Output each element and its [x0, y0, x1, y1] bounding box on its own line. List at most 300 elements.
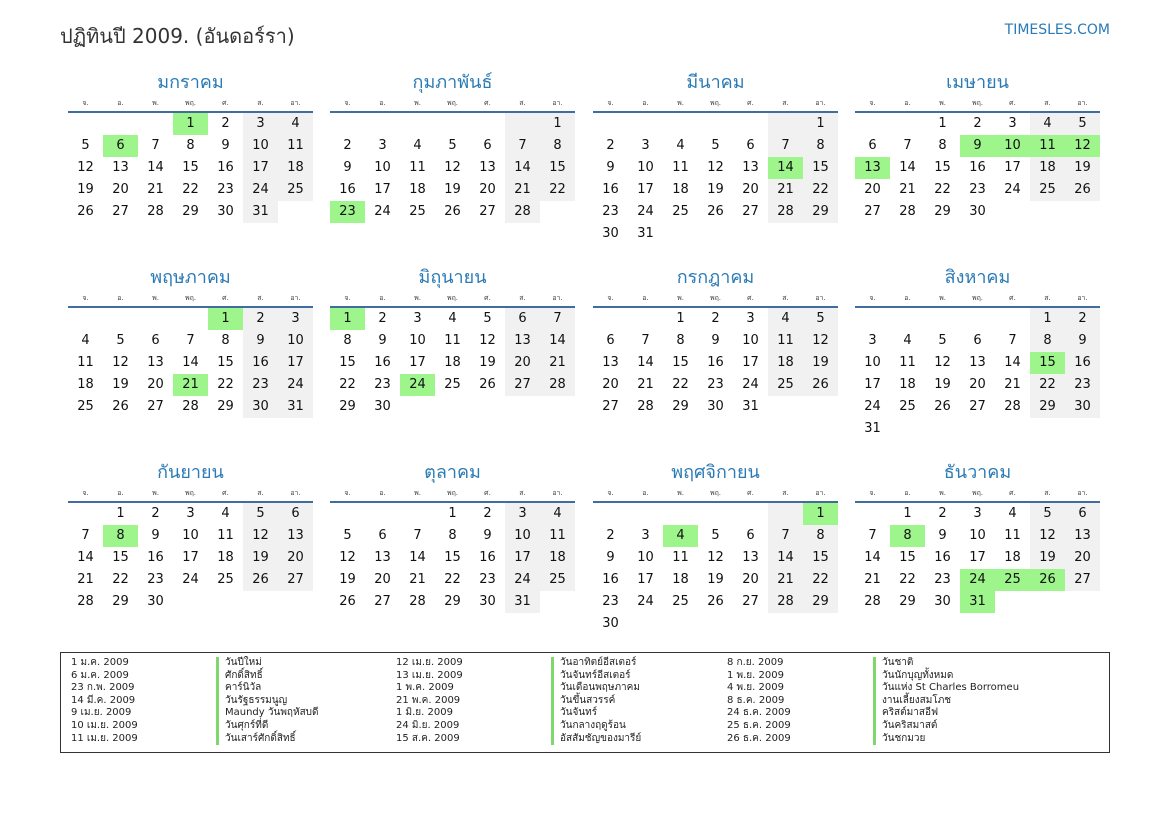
day-cell[interactable]: 21	[864, 572, 881, 587]
day-cell[interactable]: 19	[77, 182, 94, 197]
day-cell[interactable]: 9	[343, 160, 352, 175]
day-cell[interactable]: 26	[339, 594, 356, 609]
day-cell[interactable]: 2	[711, 311, 720, 326]
day-cell[interactable]: 7	[540, 308, 575, 330]
day-cell[interactable]: 6	[868, 138, 877, 153]
day-cell[interactable]: 8	[803, 135, 838, 157]
day-cell[interactable]: 13	[147, 355, 164, 370]
day-cell[interactable]: 11	[444, 333, 461, 348]
day-cell[interactable]: 26	[444, 204, 461, 219]
day-cell[interactable]: 18	[672, 572, 689, 587]
day-cell[interactable]: 3	[413, 311, 422, 326]
day-cell[interactable]: 25	[77, 399, 94, 414]
day-cell[interactable]: 18	[217, 550, 234, 565]
day-cell[interactable]: 24	[864, 399, 881, 414]
day-cell[interactable]: 1	[540, 113, 575, 135]
day-cell[interactable]: 1	[173, 113, 208, 135]
day-cell[interactable]: 23	[330, 201, 365, 223]
day-cell[interactable]: 29	[339, 399, 356, 414]
day-cell[interactable]: 21	[540, 352, 575, 374]
day-cell[interactable]: 28	[1004, 399, 1021, 414]
day-cell[interactable]: 29	[1030, 396, 1065, 418]
day-cell[interactable]: 17	[374, 182, 391, 197]
day-cell[interactable]: 19	[444, 182, 461, 197]
day-cell[interactable]: 10	[995, 135, 1030, 157]
day-cell[interactable]: 5	[711, 138, 720, 153]
day-cell[interactable]: 18	[540, 547, 575, 569]
day-cell[interactable]: 18	[77, 377, 94, 392]
day-cell[interactable]: 19	[479, 355, 496, 370]
day-cell[interactable]: 19	[707, 182, 724, 197]
day-cell[interactable]: 28	[864, 594, 881, 609]
day-cell[interactable]: 11	[540, 525, 575, 547]
day-cell[interactable]: 14	[409, 550, 426, 565]
day-cell[interactable]: 24	[400, 374, 435, 396]
day-cell[interactable]: 7	[903, 138, 912, 153]
day-cell[interactable]: 22	[934, 182, 951, 197]
day-cell[interactable]: 15	[182, 160, 199, 175]
day-cell[interactable]: 20	[112, 182, 129, 197]
day-cell[interactable]: 10	[278, 330, 313, 352]
day-cell[interactable]: 14	[899, 160, 916, 175]
day-cell[interactable]: 23	[243, 374, 278, 396]
day-cell[interactable]: 20	[278, 547, 313, 569]
day-cell[interactable]: 29	[803, 591, 838, 613]
day-cell[interactable]: 16	[934, 550, 951, 565]
day-cell[interactable]: 7	[413, 528, 422, 543]
day-cell[interactable]: 13	[742, 550, 759, 565]
day-cell[interactable]: 25	[278, 179, 313, 201]
day-cell[interactable]: 10	[182, 528, 199, 543]
day-cell[interactable]: 23	[602, 594, 619, 609]
day-cell[interactable]: 24	[637, 594, 654, 609]
day-cell[interactable]: 20	[374, 572, 391, 587]
day-cell[interactable]: 13	[112, 160, 129, 175]
day-cell[interactable]: 21	[77, 572, 94, 587]
day-cell[interactable]: 27	[742, 594, 759, 609]
day-cell[interactable]: 28	[505, 201, 540, 223]
day-cell[interactable]: 10	[864, 355, 881, 370]
day-cell[interactable]: 10	[409, 333, 426, 348]
day-cell[interactable]: 16	[707, 355, 724, 370]
day-cell[interactable]: 29	[899, 594, 916, 609]
day-cell[interactable]: 3	[868, 333, 877, 348]
day-cell[interactable]: 16	[479, 550, 496, 565]
day-cell[interactable]: 7	[186, 333, 195, 348]
day-cell[interactable]: 11	[77, 355, 94, 370]
day-cell[interactable]: 21	[173, 374, 208, 396]
day-cell[interactable]: 7	[1008, 333, 1017, 348]
day-cell[interactable]: 31	[278, 396, 313, 418]
day-cell[interactable]: 18	[899, 377, 916, 392]
day-cell[interactable]: 28	[77, 594, 94, 609]
day-cell[interactable]: 27	[602, 399, 619, 414]
day-cell[interactable]: 5	[448, 138, 457, 153]
day-cell[interactable]: 9	[1065, 330, 1100, 352]
day-cell[interactable]: 3	[1008, 116, 1017, 131]
day-cell[interactable]: 26	[77, 204, 94, 219]
day-cell[interactable]: 15	[339, 355, 356, 370]
day-cell[interactable]: 8	[938, 138, 947, 153]
day-cell[interactable]: 16	[374, 355, 391, 370]
day-cell[interactable]: 25	[768, 374, 803, 396]
day-cell[interactable]: 17	[742, 355, 759, 370]
day-cell[interactable]: 14	[768, 157, 803, 179]
day-cell[interactable]: 3	[505, 503, 540, 525]
day-cell[interactable]: 17	[409, 355, 426, 370]
day-cell[interactable]: 8	[676, 333, 685, 348]
day-cell[interactable]: 11	[278, 135, 313, 157]
day-cell[interactable]: 4	[221, 506, 230, 521]
day-cell[interactable]: 26	[707, 594, 724, 609]
day-cell[interactable]: 1	[676, 311, 685, 326]
day-cell[interactable]: 11	[1030, 135, 1065, 157]
day-cell[interactable]: 15	[217, 355, 234, 370]
day-cell[interactable]: 17	[243, 157, 278, 179]
day-cell[interactable]: 19	[707, 572, 724, 587]
day-cell[interactable]: 1	[208, 308, 243, 330]
day-cell[interactable]: 12	[479, 333, 496, 348]
day-cell[interactable]: 22	[217, 377, 234, 392]
day-cell[interactable]: 17	[182, 550, 199, 565]
day-cell[interactable]: 13	[969, 355, 986, 370]
day-cell[interactable]: 27	[742, 204, 759, 219]
day-cell[interactable]: 29	[217, 399, 234, 414]
day-cell[interactable]: 12	[707, 550, 724, 565]
day-cell[interactable]: 8	[103, 525, 138, 547]
day-cell[interactable]: 23	[707, 377, 724, 392]
day-cell[interactable]: 26	[934, 399, 951, 414]
day-cell[interactable]: 4	[1030, 113, 1065, 135]
day-cell[interactable]: 27	[864, 204, 881, 219]
day-cell[interactable]: 18	[1004, 550, 1021, 565]
day-cell[interactable]: 4	[413, 138, 422, 153]
day-cell[interactable]: 3	[641, 138, 650, 153]
day-cell[interactable]: 30	[243, 396, 278, 418]
day-cell[interactable]: 20	[147, 377, 164, 392]
day-cell[interactable]: 13	[479, 160, 496, 175]
day-cell[interactable]: 8	[221, 333, 230, 348]
day-cell[interactable]: 8	[186, 138, 195, 153]
day-cell[interactable]: 7	[868, 528, 877, 543]
day-cell[interactable]: 11	[899, 355, 916, 370]
day-cell[interactable]: 16	[339, 182, 356, 197]
day-cell[interactable]: 8	[343, 333, 352, 348]
day-cell[interactable]: 10	[374, 160, 391, 175]
day-cell[interactable]: 14	[540, 330, 575, 352]
day-cell[interactable]: 7	[81, 528, 90, 543]
day-cell[interactable]: 28	[637, 399, 654, 414]
day-cell[interactable]: 4	[768, 308, 803, 330]
day-cell[interactable]: 15	[672, 355, 689, 370]
day-cell[interactable]: 5	[81, 138, 90, 153]
day-cell[interactable]: 3	[278, 308, 313, 330]
day-cell[interactable]: 4	[278, 113, 313, 135]
day-cell[interactable]: 10	[243, 135, 278, 157]
day-cell[interactable]: 30	[602, 226, 619, 241]
day-cell[interactable]: 29	[934, 204, 951, 219]
day-cell[interactable]: 23	[479, 572, 496, 587]
day-cell[interactable]: 4	[1008, 506, 1017, 521]
day-cell[interactable]: 1	[1030, 308, 1065, 330]
day-cell[interactable]: 19	[934, 377, 951, 392]
day-cell[interactable]: 24	[182, 572, 199, 587]
day-cell[interactable]: 9	[243, 330, 278, 352]
day-cell[interactable]: 14	[637, 355, 654, 370]
day-cell[interactable]: 25	[217, 572, 234, 587]
day-cell[interactable]: 14	[77, 550, 94, 565]
day-cell[interactable]: 15	[444, 550, 461, 565]
day-cell[interactable]: 12	[77, 160, 94, 175]
day-cell[interactable]: 21	[768, 569, 803, 591]
day-cell[interactable]: 1	[330, 308, 365, 330]
day-cell[interactable]: 27	[1065, 569, 1100, 591]
day-cell[interactable]: 17	[637, 572, 654, 587]
day-cell[interactable]: 5	[711, 528, 720, 543]
day-cell[interactable]: 20	[742, 182, 759, 197]
day-cell[interactable]: 5	[116, 333, 125, 348]
site-link[interactable]: TIMESLES.COM	[1004, 22, 1110, 38]
day-cell[interactable]: 26	[479, 377, 496, 392]
day-cell[interactable]: 27	[479, 204, 496, 219]
day-cell[interactable]: 30	[479, 594, 496, 609]
day-cell[interactable]: 6	[103, 135, 138, 157]
day-cell[interactable]: 16	[969, 160, 986, 175]
day-cell[interactable]: 19	[112, 377, 129, 392]
day-cell[interactable]: 22	[899, 572, 916, 587]
day-cell[interactable]: 17	[864, 377, 881, 392]
day-cell[interactable]: 28	[768, 201, 803, 223]
day-cell[interactable]: 23	[602, 204, 619, 219]
day-cell[interactable]: 2	[606, 138, 615, 153]
day-cell[interactable]: 18	[278, 157, 313, 179]
day-cell[interactable]: 20	[742, 572, 759, 587]
day-cell[interactable]: 27	[147, 399, 164, 414]
day-cell[interactable]: 6	[505, 308, 540, 330]
day-cell[interactable]: 9	[378, 333, 387, 348]
day-cell[interactable]: 2	[483, 506, 492, 521]
day-cell[interactable]: 16	[243, 352, 278, 374]
day-cell[interactable]: 22	[182, 182, 199, 197]
day-cell[interactable]: 28	[899, 204, 916, 219]
day-cell[interactable]: 17	[637, 182, 654, 197]
day-cell[interactable]: 18	[768, 352, 803, 374]
day-cell[interactable]: 22	[803, 179, 838, 201]
day-cell[interactable]: 7	[641, 333, 650, 348]
day-cell[interactable]: 6	[746, 528, 755, 543]
day-cell[interactable]: 13	[742, 160, 759, 175]
day-cell[interactable]: 4	[81, 333, 90, 348]
day-cell[interactable]: 14	[147, 160, 164, 175]
day-cell[interactable]: 31	[637, 226, 654, 241]
day-cell[interactable]: 5	[343, 528, 352, 543]
day-cell[interactable]: 4	[903, 333, 912, 348]
day-cell[interactable]: 19	[1030, 547, 1065, 569]
day-cell[interactable]: 23	[934, 572, 951, 587]
day-cell[interactable]: 25	[672, 204, 689, 219]
day-cell[interactable]: 14	[1004, 355, 1021, 370]
day-cell[interactable]: 2	[151, 506, 160, 521]
day-cell[interactable]: 17	[505, 547, 540, 569]
day-cell[interactable]: 2	[221, 116, 230, 131]
day-cell[interactable]: 3	[641, 528, 650, 543]
day-cell[interactable]: 27	[374, 594, 391, 609]
day-cell[interactable]: 5	[1065, 113, 1100, 135]
day-cell[interactable]: 9	[221, 138, 230, 153]
day-cell[interactable]: 3	[973, 506, 982, 521]
day-cell[interactable]: 5	[1030, 503, 1065, 525]
day-cell[interactable]: 2	[938, 506, 947, 521]
day-cell[interactable]: 7	[505, 135, 540, 157]
day-cell[interactable]: 3	[186, 506, 195, 521]
day-cell[interactable]: 18	[1030, 157, 1065, 179]
day-cell[interactable]: 21	[505, 179, 540, 201]
day-cell[interactable]: 31	[505, 591, 540, 613]
day-cell[interactable]: 13	[855, 157, 890, 179]
day-cell[interactable]: 18	[444, 355, 461, 370]
day-cell[interactable]: 31	[742, 399, 759, 414]
day-cell[interactable]: 23	[1065, 374, 1100, 396]
day-cell[interactable]: 29	[182, 204, 199, 219]
day-cell[interactable]: 20	[864, 182, 881, 197]
day-cell[interactable]: 13	[1065, 525, 1100, 547]
day-cell[interactable]: 16	[602, 182, 619, 197]
day-cell[interactable]: 26	[803, 374, 838, 396]
day-cell[interactable]: 16	[147, 550, 164, 565]
day-cell[interactable]: 8	[448, 528, 457, 543]
day-cell[interactable]: 4	[448, 311, 457, 326]
day-cell[interactable]: 2	[378, 311, 387, 326]
day-cell[interactable]: 2	[973, 116, 982, 131]
day-cell[interactable]: 5	[483, 311, 492, 326]
day-cell[interactable]: 31	[960, 591, 995, 613]
day-cell[interactable]: 12	[243, 525, 278, 547]
day-cell[interactable]: 30	[1065, 396, 1100, 418]
day-cell[interactable]: 25	[409, 204, 426, 219]
day-cell[interactable]: 2	[243, 308, 278, 330]
day-cell[interactable]: 11	[672, 160, 689, 175]
day-cell[interactable]: 1	[448, 506, 457, 521]
day-cell[interactable]: 16	[1065, 352, 1100, 374]
day-cell[interactable]: 21	[409, 572, 426, 587]
day-cell[interactable]: 25	[672, 594, 689, 609]
day-cell[interactable]: 3	[746, 311, 755, 326]
day-cell[interactable]: 15	[803, 157, 838, 179]
day-cell[interactable]: 22	[339, 377, 356, 392]
day-cell[interactable]: 12	[1065, 135, 1100, 157]
day-cell[interactable]: 12	[803, 330, 838, 352]
day-cell[interactable]: 6	[1065, 503, 1100, 525]
day-cell[interactable]: 19	[243, 547, 278, 569]
day-cell[interactable]: 6	[973, 333, 982, 348]
day-cell[interactable]: 29	[803, 201, 838, 223]
day-cell[interactable]: 14	[182, 355, 199, 370]
day-cell[interactable]: 10	[505, 525, 540, 547]
day-cell[interactable]: 21	[147, 182, 164, 197]
day-cell[interactable]: 6	[606, 333, 615, 348]
day-cell[interactable]: 12	[1030, 525, 1065, 547]
day-cell[interactable]: 3	[243, 113, 278, 135]
day-cell[interactable]: 24	[960, 569, 995, 591]
day-cell[interactable]: 13	[278, 525, 313, 547]
day-cell[interactable]: 20	[969, 377, 986, 392]
day-cell[interactable]: 9	[711, 333, 720, 348]
day-cell[interactable]: 24	[742, 377, 759, 392]
day-cell[interactable]: 23	[969, 182, 986, 197]
day-cell[interactable]: 29	[112, 594, 129, 609]
day-cell[interactable]: 28	[540, 374, 575, 396]
day-cell[interactable]: 12	[444, 160, 461, 175]
day-cell[interactable]: 6	[483, 138, 492, 153]
day-cell[interactable]: 24	[278, 374, 313, 396]
day-cell[interactable]: 22	[540, 179, 575, 201]
day-cell[interactable]: 30	[374, 399, 391, 414]
day-cell[interactable]: 25	[899, 399, 916, 414]
day-cell[interactable]: 7	[768, 525, 803, 547]
day-cell[interactable]: 18	[672, 182, 689, 197]
day-cell[interactable]: 11	[217, 528, 234, 543]
day-cell[interactable]: 22	[672, 377, 689, 392]
day-cell[interactable]: 2	[1065, 308, 1100, 330]
day-cell[interactable]: 16	[602, 572, 619, 587]
day-cell[interactable]: 10	[742, 333, 759, 348]
day-cell[interactable]: 26	[112, 399, 129, 414]
day-cell[interactable]: 9	[606, 160, 615, 175]
day-cell[interactable]: 10	[637, 550, 654, 565]
day-cell[interactable]: 6	[746, 138, 755, 153]
day-cell[interactable]: 19	[339, 572, 356, 587]
day-cell[interactable]: 17	[278, 352, 313, 374]
day-cell[interactable]: 30	[969, 204, 986, 219]
day-cell[interactable]: 15	[934, 160, 951, 175]
day-cell[interactable]: 24	[374, 204, 391, 219]
day-cell[interactable]: 15	[112, 550, 129, 565]
day-cell[interactable]: 22	[1030, 374, 1065, 396]
day-cell[interactable]: 2	[606, 528, 615, 543]
day-cell[interactable]: 24	[1004, 182, 1021, 197]
day-cell[interactable]: 11	[1004, 528, 1021, 543]
day-cell[interactable]: 14	[505, 157, 540, 179]
day-cell[interactable]: 21	[1004, 377, 1021, 392]
day-cell[interactable]: 1	[803, 113, 838, 135]
day-cell[interactable]: 13	[505, 330, 540, 352]
day-cell[interactable]: 10	[637, 160, 654, 175]
day-cell[interactable]: 30	[934, 594, 951, 609]
day-cell[interactable]: 20	[602, 377, 619, 392]
day-cell[interactable]: 1	[938, 116, 947, 131]
day-cell[interactable]: 9	[483, 528, 492, 543]
day-cell[interactable]: 11	[672, 550, 689, 565]
day-cell[interactable]: 9	[151, 528, 160, 543]
day-cell[interactable]: 8	[540, 135, 575, 157]
day-cell[interactable]: 13	[374, 550, 391, 565]
day-cell[interactable]: 27	[278, 569, 313, 591]
day-cell[interactable]: 4	[663, 525, 698, 547]
day-cell[interactable]: 2	[343, 138, 352, 153]
day-cell[interactable]: 21	[899, 182, 916, 197]
day-cell[interactable]: 27	[505, 374, 540, 396]
day-cell[interactable]: 26	[1030, 569, 1065, 591]
day-cell[interactable]: 7	[151, 138, 160, 153]
day-cell[interactable]: 9	[606, 550, 615, 565]
day-cell[interactable]: 5	[243, 503, 278, 525]
day-cell[interactable]: 30	[602, 616, 619, 631]
day-cell[interactable]: 25	[540, 569, 575, 591]
day-cell[interactable]: 24	[243, 179, 278, 201]
day-cell[interactable]: 18	[409, 182, 426, 197]
day-cell[interactable]: 27	[969, 399, 986, 414]
day-cell[interactable]: 3	[378, 138, 387, 153]
